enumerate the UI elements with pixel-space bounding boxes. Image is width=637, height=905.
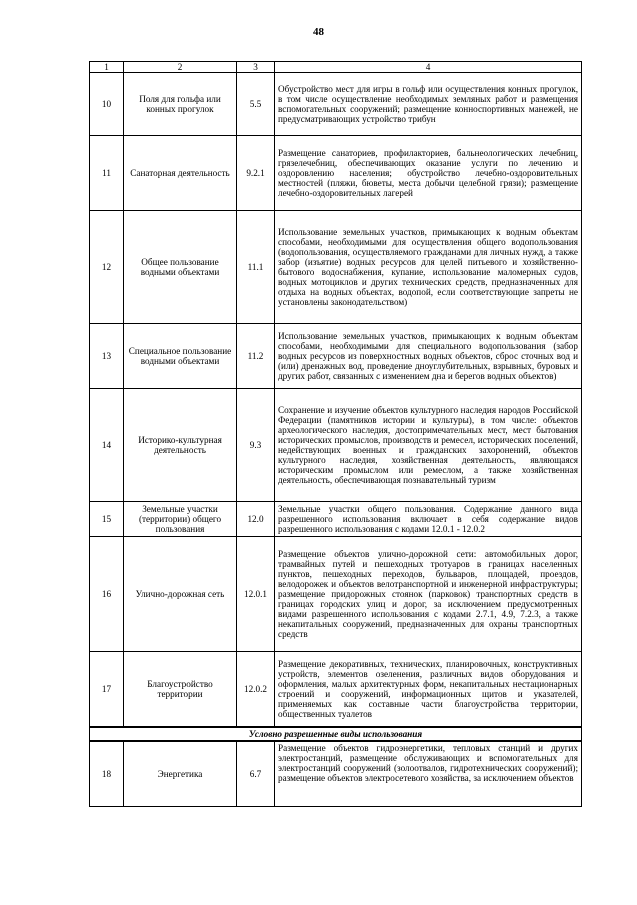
row-number: 15: [90, 502, 124, 537]
use-type-name: Земельные участки (территории) общего пользования: [124, 502, 237, 537]
use-type-code: 11.2: [237, 324, 275, 389]
section-header-row: [90, 727, 582, 741]
use-type-code: 9.2.1: [237, 136, 275, 211]
table-header-row: [90, 62, 582, 73]
use-type-description: Обустройство мест для игры в гольф или осуществления конных прогулок, в том числе осуществление необходимых земляных работ и размещения вспомогательных сооружений; размещение конноспортивных манежей, не предусматривающих устройство трибун: [275, 73, 582, 136]
use-type-name: Улично-дорожная сеть: [124, 537, 237, 652]
row-number: 10: [90, 73, 124, 136]
header-cell-3: 3: [237, 62, 275, 73]
table-row: [90, 211, 582, 324]
page-number: 48: [313, 26, 324, 38]
use-type-name: Санаторная деятельность: [124, 136, 237, 211]
header-cell-1: 1: [90, 62, 124, 73]
land-use-table: [89, 61, 582, 807]
header-cell-4: 4: [275, 62, 582, 73]
table-row: [90, 324, 582, 389]
table-row: [90, 73, 582, 136]
row-number: 17: [90, 652, 124, 728]
use-type-description: Использование земельных участков, примыкающих к водным объектам способами, необходимыми для осуществления общего водопользования (водопользования, осуществляемого гражданами для личных нужд, а также забор (изъятие) водных ресурсов для целей питьевого и хозяйственно-бытового водоснабжения, купание, использование маломерных судов, водных мотоциклов и других технических средств, предназначенных для отдыха на водных объектах, водопой, если соответствующие запреты не установлены законодательством): [275, 211, 582, 324]
use-type-description: Размещение объектов гидроэнергетики, тепловых станций и других электростанций, размещение обслуживающих и вспомогательных для электростанций сооружений (золоотвалов, гидротехнических сооружений); размещение объектов электросетевого хозяйства, за исключением объектов: [275, 741, 582, 807]
row-number: 12: [90, 211, 124, 324]
use-type-name: Общее пользование водными объектами: [124, 211, 237, 324]
table-row: [90, 389, 582, 502]
row-number: 14: [90, 389, 124, 502]
use-type-description: Использование земельных участков, примыкающих к водным объектам способами, необходимыми для специального водопользования (забор водных ресурсов из поверхностных водных объектов, сброс сточных вод и (или) дренажных вод, проведение дноуглубительных, взрывных, буровых и других работ, связанных с изменением дна и берегов водных объектов): [275, 324, 582, 389]
table-row: [90, 741, 582, 807]
row-number: 16: [90, 537, 124, 652]
use-type-code: 12.0: [237, 502, 275, 537]
use-type-description: Земельные участки общего пользования. Содержание данного вида разрешенного использования включает в себя содержание видов разрешенного использования с кодами 12.0.1 - 12.0.2: [275, 502, 582, 537]
use-type-name: Историко-культурная деятельность: [124, 389, 237, 502]
use-type-code: 12.0.1: [237, 537, 275, 652]
section-title: Условно разрешенные виды использования: [90, 727, 582, 741]
use-type-name: Специальное пользование водными объектами: [124, 324, 237, 389]
use-type-code: 6.7: [237, 741, 275, 807]
use-type-description: Размещение объектов улично-дорожной сети: автомобильных дорог, трамвайных путей и пешеходных тротуаров в границах населенных пунктов, пешеходных переходов, бульваров, площадей, проездов, велодорожек и объектов велотранспортной и инженерной инфраструктуры; размещение придорожных стоянок (парковок) транспортных средств в границах городских улиц и дорог, за исключением предусмотренных видами разрешенного использования с кодами 2.7.1, 4.9, 7.2.3, а также некапитальных сооружений, предназначенных для охраны транспортных средств: [275, 537, 582, 652]
table-row: [90, 652, 582, 728]
use-type-code: 5.5: [237, 73, 275, 136]
header-cell-2: 2: [124, 62, 237, 73]
use-type-name: Поля для гольфа или конных прогулок: [124, 73, 237, 136]
use-type-description: Размещение декоративных, технических, планировочных, конструктивных устройств, элементов озеленения, различных видов оборудования и оформления, малых архитектурных форм, некапитальных нестационарных строений и сооружений, информационных щитов и указателей, применяемых как составные части благоустройства территории, общественных туалетов: [275, 652, 582, 728]
use-type-code: 9.3: [237, 389, 275, 502]
use-type-code: 11.1: [237, 211, 275, 324]
row-number: 13: [90, 324, 124, 389]
table-row: [90, 502, 582, 537]
row-number: 11: [90, 136, 124, 211]
table-row: [90, 537, 582, 652]
use-type-name: Благоустройство территории: [124, 652, 237, 728]
use-type-name: Энергетика: [124, 741, 237, 807]
use-type-description: Сохранение и изучение объектов культурного наследия народов Российской Федерации (памятников истории и культуры), в том числе: объектов археологического наследия, достопримечательных мест, мест бытования исторических промыслов, производств и ремесел, исторических поселений, недействующих военных и гражданских захоронений, объектов культурного наследия, хозяйственная деятельность, являющаяся историческим промыслом или ремеслом, а также хозяйственная деятельность, обеспечивающая познавательный туризм: [275, 389, 582, 502]
table-row: [90, 136, 582, 211]
use-type-description: Размещение санаториев, профилакториев, бальнеологических лечебниц, грязелечебниц, обеспечивающих оказание услуги по лечению и оздоровлению населения; обустройство лечебно-оздоровительных местностей (пляжи, бюветы, места добычи целебной грязи); размещение лечебно-оздоровительных лагерей: [275, 136, 582, 211]
row-number: 18: [90, 741, 124, 807]
use-type-code: 12.0.2: [237, 652, 275, 728]
